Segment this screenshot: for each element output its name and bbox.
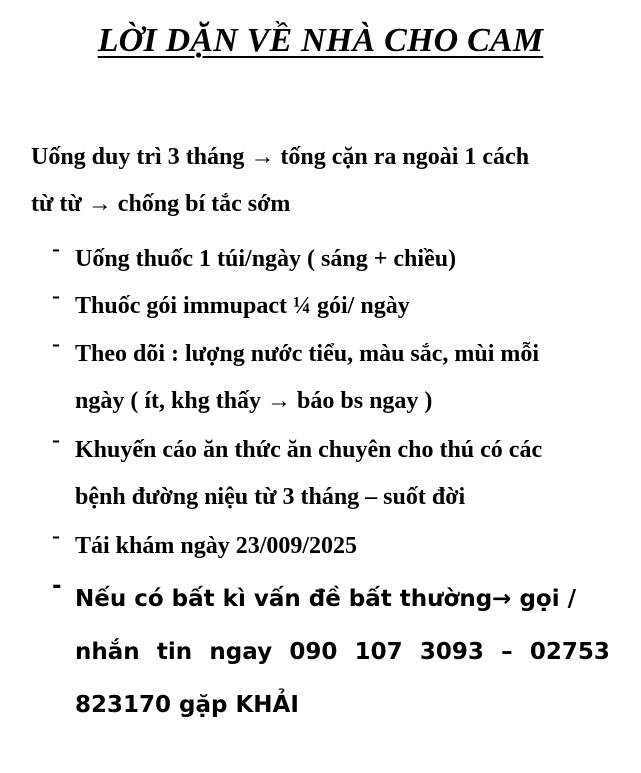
list-item-text (75, 331, 610, 425)
phone-number-part: 02753 (529, 639, 610, 665)
list-item-text (75, 283, 610, 330)
list-item-line: Theo dõi : lượng nước tiểu, màu sắc, mùi mỗi (75, 341, 540, 367)
word: – (501, 639, 513, 665)
page-title: LỜI DẶN VỀ NHÀ CHO CAM (97, 22, 544, 59)
list-item-line: Thuốc gói immupact ¼ gói/ ngày (75, 293, 410, 319)
list-item-line: 823170 gặp KHẢI (75, 692, 299, 718)
list-item-text (75, 573, 610, 732)
word: nhắn (75, 639, 140, 665)
word: tin (156, 639, 193, 665)
list-item-line: Uống thuốc 1 túi/ngày ( sáng + chiều) (75, 246, 457, 272)
bullet-dash: - (52, 427, 60, 453)
list-item-line: bệnh đường niệu từ 3 tháng – suốt đời (75, 484, 466, 510)
bullet-dash: - (52, 573, 62, 599)
phone-number-part: 3093 (419, 639, 484, 665)
intro-line: Uống duy trì 3 tháng → tống cặn ra ngoài 1 cách (31, 144, 530, 170)
list-item-line-justified (75, 626, 610, 679)
phone-number-part: 107 (354, 639, 403, 665)
list-item-text (75, 236, 610, 283)
list-item-line: ngày ( ít, khg thấy → báo bs ngay ) (75, 388, 433, 414)
bullet-dash: - (52, 283, 60, 309)
list-item-text (75, 427, 610, 521)
word: ngay (209, 639, 273, 665)
bullet-dash: - (52, 236, 60, 262)
intro-paragraph (31, 134, 611, 228)
list-item-line: Tái khám ngày 23/009/2025 (75, 533, 358, 559)
phone-number-part: 090 (289, 639, 338, 665)
list-item-line: Khuyến cáo ăn thức ăn chuyên cho thú có các (75, 437, 543, 463)
intro-line: từ từ → chống bí tắc sớm (31, 191, 291, 217)
list-item-text (75, 523, 610, 570)
bullet-dash: - (52, 523, 60, 549)
bullet-dash: - (52, 331, 60, 357)
list-item-line: Nếu có bất kì vấn đề bất thường→ gọi / (75, 586, 577, 612)
